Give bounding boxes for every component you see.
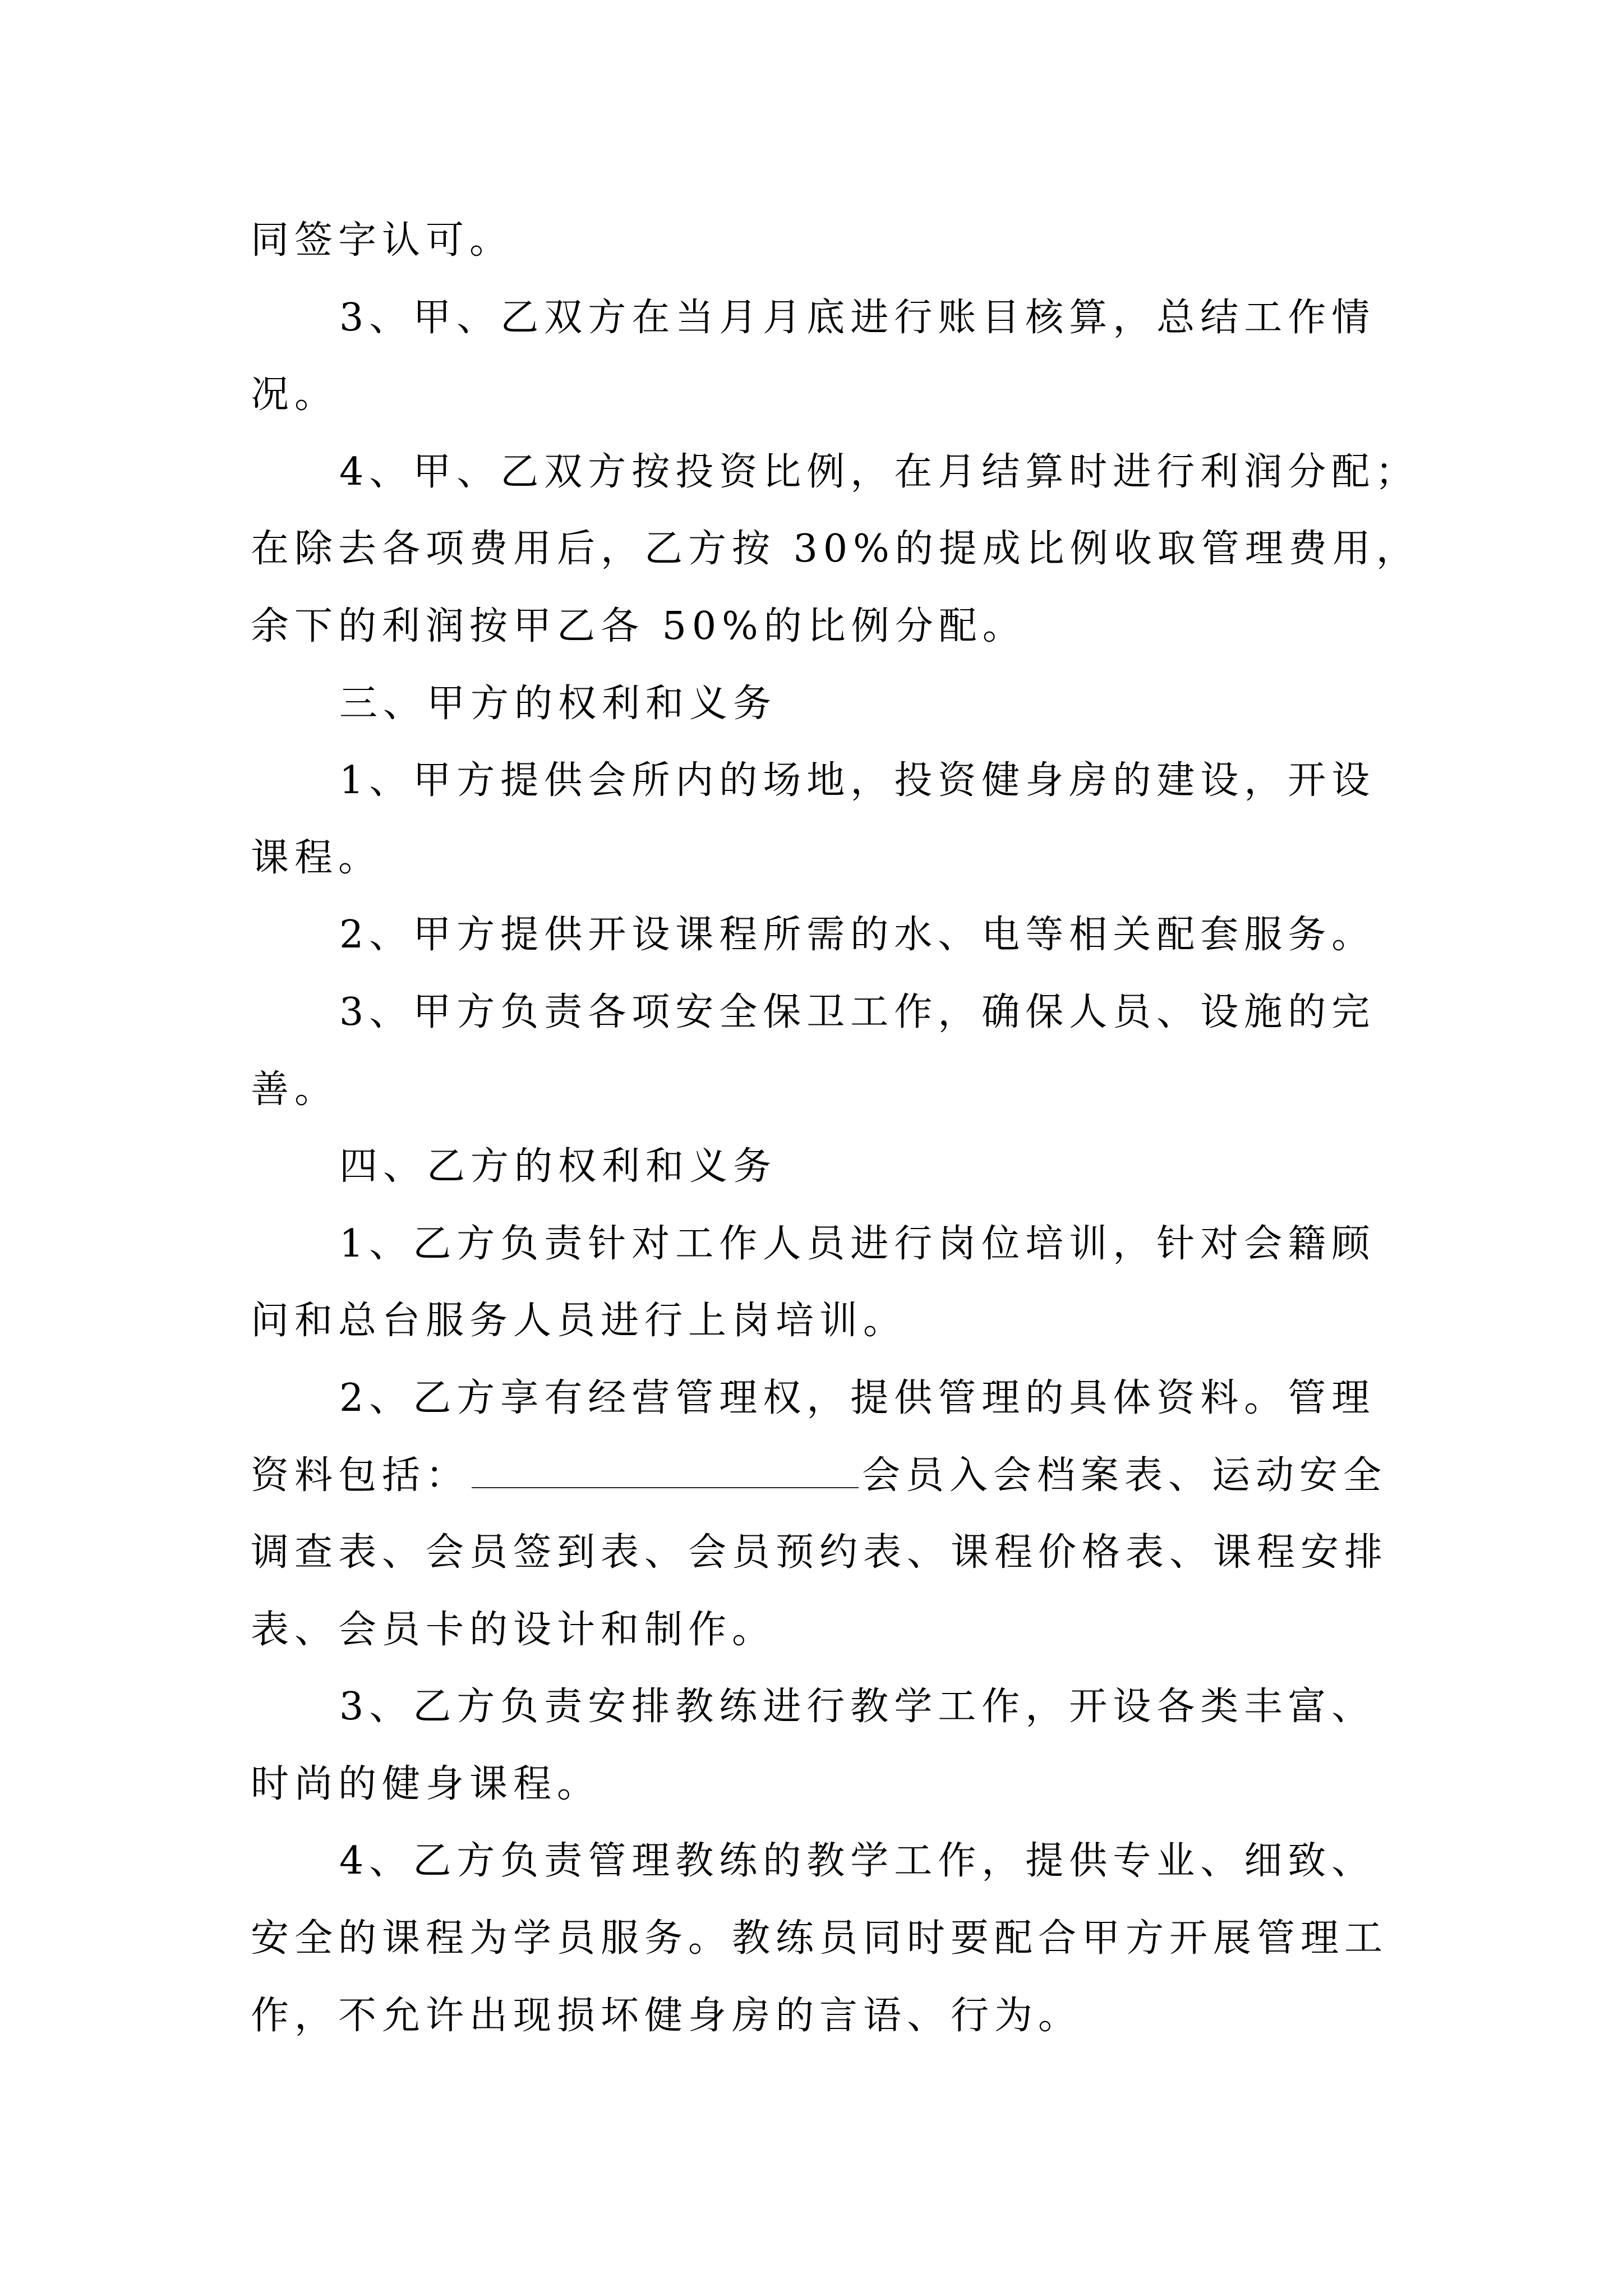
paragraph-party-b-item-2 <box>251 1360 1428 1668</box>
paragraph-party-b-item-1 <box>251 1205 1428 1360</box>
blank-label: 资料包括： <box>251 1453 470 1498</box>
fill-in-blank-line <box>472 1487 859 1488</box>
paragraph-line: 1、甲方提供会所内的场地，投资健身房的建设，开设 <box>339 758 1376 803</box>
paragraph-line: 3、甲、乙双方在当月月底进行账目核算，总结工作情 <box>339 295 1376 340</box>
paragraph-line: 3、甲方负责各项安全保卫工作，确保人员、设施的完 <box>339 990 1376 1034</box>
paragraph-line: 时尚的健身课程。 <box>251 1761 601 1806</box>
paragraph-line: 余下的利润按甲乙各 50%的比例分配。 <box>251 604 1026 648</box>
paragraph-line: 表、会员卡的设计和制作。 <box>251 1607 776 1652</box>
section-heading: 四、乙方的权利和义务 <box>339 1144 777 1189</box>
paragraph-line: 问和总台服务人员进行上岗培训。 <box>251 1299 907 1343</box>
paragraph-party-a-item-1 <box>251 742 1428 896</box>
paragraph-line: 善。 <box>251 1067 339 1112</box>
paragraph-party-a-item-3 <box>251 974 1428 1128</box>
section-heading: 三、甲方的权利和义务 <box>339 681 777 726</box>
paragraph-line: 2、甲方提供开设课程所需的水、电等相关配套服务。 <box>339 913 1376 958</box>
paragraph-line: 课程。 <box>251 835 382 880</box>
paragraph-line: 3、乙方负责安排教练进行教学工作，开设各类丰富、 <box>339 1685 1376 1729</box>
paragraph-profit-distribution <box>251 434 1428 665</box>
paragraph-party-a-item-2 <box>251 896 1428 974</box>
paragraph-line: 在除去各项费用后，乙方按 30%的提成比例收取管理费用， <box>251 527 1420 572</box>
paragraph-line: 安全的课程为学员服务。教练员同时要配合甲方开展管理工 <box>251 1916 1389 1961</box>
paragraph-line: 4、乙方负责管理教练的教学工作，提供专业、细致、 <box>339 1839 1376 1884</box>
continuation-line: 同签字认可。 <box>251 218 514 263</box>
paragraph-line: 2、乙方享有经营管理权，提供管理的具体资料。管理 <box>339 1375 1376 1420</box>
paragraph-party-b-item-3 <box>251 1668 1428 1823</box>
document-body <box>251 202 1428 2054</box>
paragraph-line: 作，不允许出现损坏健身房的言语、行为。 <box>251 1993 1082 2038</box>
blank-following-text: 会员入会档案表、运动安全 <box>862 1453 1387 1498</box>
continuation-paragraph <box>251 202 1428 279</box>
section-heading-party-a <box>251 665 1428 743</box>
paragraph-account-settlement <box>251 279 1428 434</box>
paragraph-party-b-item-4 <box>251 1823 1428 2054</box>
paragraph-line: 况。 <box>251 372 339 417</box>
section-heading-party-b <box>251 1128 1428 1205</box>
paragraph-line: 4、甲、乙双方按投资比例，在月结算时进行利润分配； <box>339 449 1419 494</box>
paragraph-line-with-blank <box>251 1437 1428 1515</box>
paragraph-line: 调查表、会员签到表、会员预约表、课程价格表、课程安排 <box>251 1530 1389 1575</box>
paragraph-line: 1、乙方负责针对工作人员进行岗位培训，针对会籍顾 <box>339 1221 1376 1266</box>
